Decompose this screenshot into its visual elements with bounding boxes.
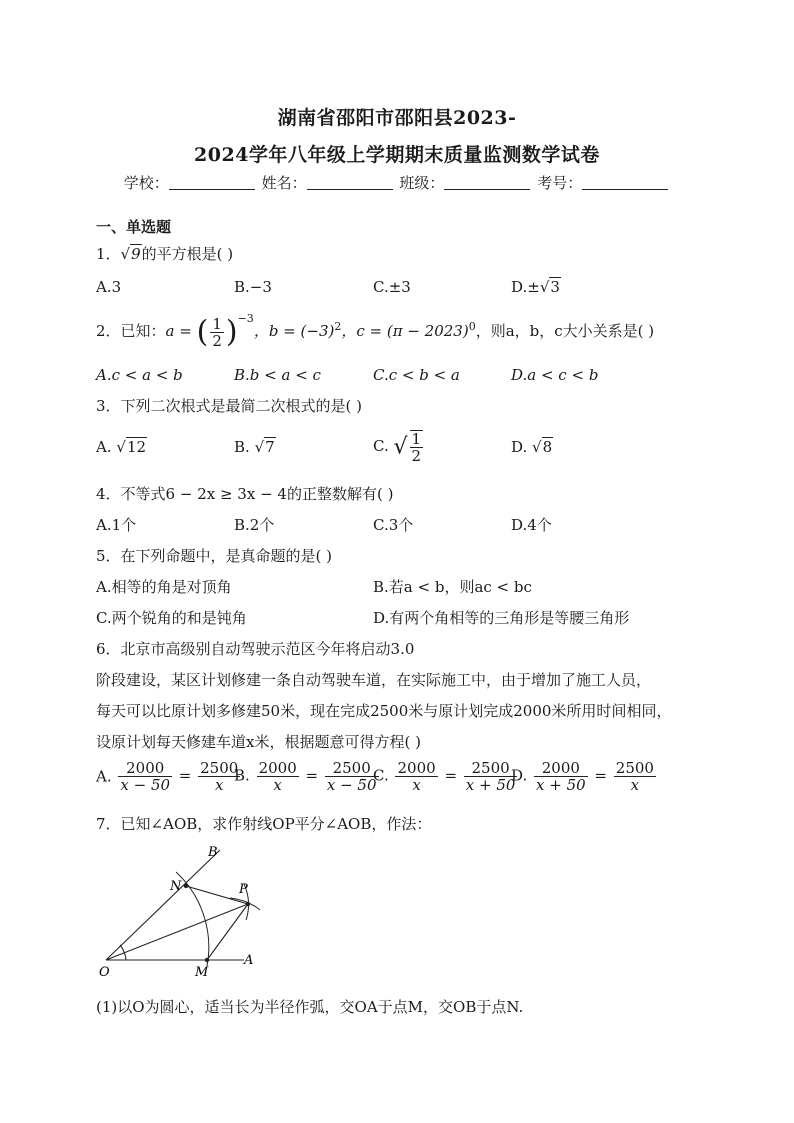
class-blank[interactable] — [444, 175, 530, 190]
question-1-text: 的平方根是( ) — [141, 245, 234, 263]
label-n: N — [170, 879, 182, 894]
q6-option-c[interactable]: C. $\frac{2000}{x}$ = $\frac{2500}{x + 50}$ — [373, 759, 516, 794]
label-m: M — [195, 965, 209, 980]
q2-option-d[interactable]: D.a < c < b — [511, 366, 599, 384]
question-1 — [96, 243, 233, 264]
q1-option-a[interactable]: A.3 — [96, 278, 122, 296]
label-o: O — [99, 965, 110, 980]
number-label: 考号： — [537, 174, 583, 192]
question-6-line-2: 阶段建设，某区计划修建一条自动驾驶车道，在实际施工中，由于增加了施工人员， — [96, 671, 652, 689]
q2-option-a[interactable]: A.c < a < b — [96, 366, 183, 384]
q5-option-b[interactable]: B.若a < b，则ac < bc — [373, 578, 532, 596]
label-b: B — [208, 845, 218, 860]
class-label: 班级： — [399, 174, 445, 192]
name-label: 姓名： — [261, 174, 307, 192]
q6-option-d[interactable]: D. $\frac{2000}{x + 50}$ = $\frac{2500}{x}$ — [511, 759, 654, 794]
q5-option-a[interactable]: A.相等的角是对顶角 — [96, 578, 232, 596]
exam-title-line-1: 湖南省邵阳市邵阳县2023- — [277, 107, 517, 129]
angle-mark-1 — [124, 952, 126, 960]
angle-mark-2 — [120, 945, 124, 952]
q1-option-c[interactable]: C.±3 — [373, 278, 411, 296]
question-4: 4．不等式6 − 2x ≥ 3x − 4的正整数解有( ) — [96, 485, 394, 503]
question-6-line-4: 设原计划每天修建车道x米，根据题意可得方程( ) — [96, 733, 421, 751]
school-blank[interactable] — [169, 175, 255, 190]
question-7: 7．已知∠AOB，求作射线OP平分∠AOB，作法： — [96, 815, 432, 833]
exam-title-line-2: 2024学年八年级上学期期末质量监测数学试卷 — [194, 144, 600, 166]
q4-option-a[interactable]: A.1个 — [96, 516, 137, 534]
question-6-line-3: 每天可以比原计划多修建50米，现在完成2500米与原计划完成2000米所用时间相同， — [96, 702, 672, 720]
q3-option-a[interactable]: A. √12 — [96, 438, 147, 456]
q4-option-d[interactable]: D.4个 — [511, 516, 552, 534]
q3-option-b[interactable]: B. √7 — [234, 438, 275, 456]
segment-op — [106, 904, 248, 960]
q6-option-b[interactable]: B. $\frac{2000}{x}$ = $\frac{2500}{x - 50}$ — [234, 759, 377, 794]
label-a: A — [244, 953, 254, 968]
q4-option-c[interactable]: C.3个 — [373, 516, 414, 534]
question-7-step-1: (1)以O为圆心，适当长为半径作弧，交OA于点M，交OB于点N. — [96, 998, 524, 1016]
school-label: 学校： — [123, 174, 169, 192]
label-p: P — [239, 882, 248, 897]
section-heading: 一、单选题 — [96, 218, 172, 236]
q5-option-d[interactable]: D.有两个角相等的三角形是等腰三角形 — [373, 609, 630, 627]
sqrt-symbol: √9 — [120, 245, 141, 263]
point-n — [184, 884, 188, 888]
q2-option-c[interactable]: C.c < b < a — [373, 366, 460, 384]
q5-option-c[interactable]: C.两个锐角的和是钝角 — [96, 609, 247, 627]
question-6-line-1: 6．北京市高级别自动驾驶示范区今年将启动3.0 — [96, 640, 415, 658]
student-info-row — [0, 172, 794, 193]
question-2: 2．已知：a = ( $\frac{1}{2}$ )$^{-3}$，$b = (-3)^2$，$c = (\pi - 2023)^0$，则a，b，c大小关系是( ) — [96, 312, 655, 350]
question-1-number: 1． — [96, 245, 121, 263]
angle-bisector-figure — [96, 842, 276, 982]
ray-ob — [106, 850, 220, 960]
q3-option-c[interactable]: C. √ $\frac{1}{2}$ — [373, 430, 422, 465]
question-3: 3．下列二次根式是最简二次根式的是( ) — [96, 397, 363, 415]
question-5: 5．在下列命题中，是真命题的是( ) — [96, 547, 333, 565]
point-p — [246, 902, 250, 906]
q4-option-b[interactable]: B.2个 — [234, 516, 275, 534]
q6-option-a[interactable]: A. $\frac{2000}{x - 50}$ = $\frac{2500}{x}$ — [96, 759, 239, 794]
q3-option-d[interactable]: D. √8 — [511, 438, 553, 456]
point-m — [205, 958, 209, 962]
q1-option-b[interactable]: B.−3 — [234, 278, 272, 296]
q1-option-d[interactable]: D.±√3 — [511, 278, 560, 296]
q2-option-b[interactable]: B.b < a < c — [234, 366, 321, 384]
number-blank[interactable] — [582, 175, 668, 190]
name-blank[interactable] — [307, 175, 393, 190]
